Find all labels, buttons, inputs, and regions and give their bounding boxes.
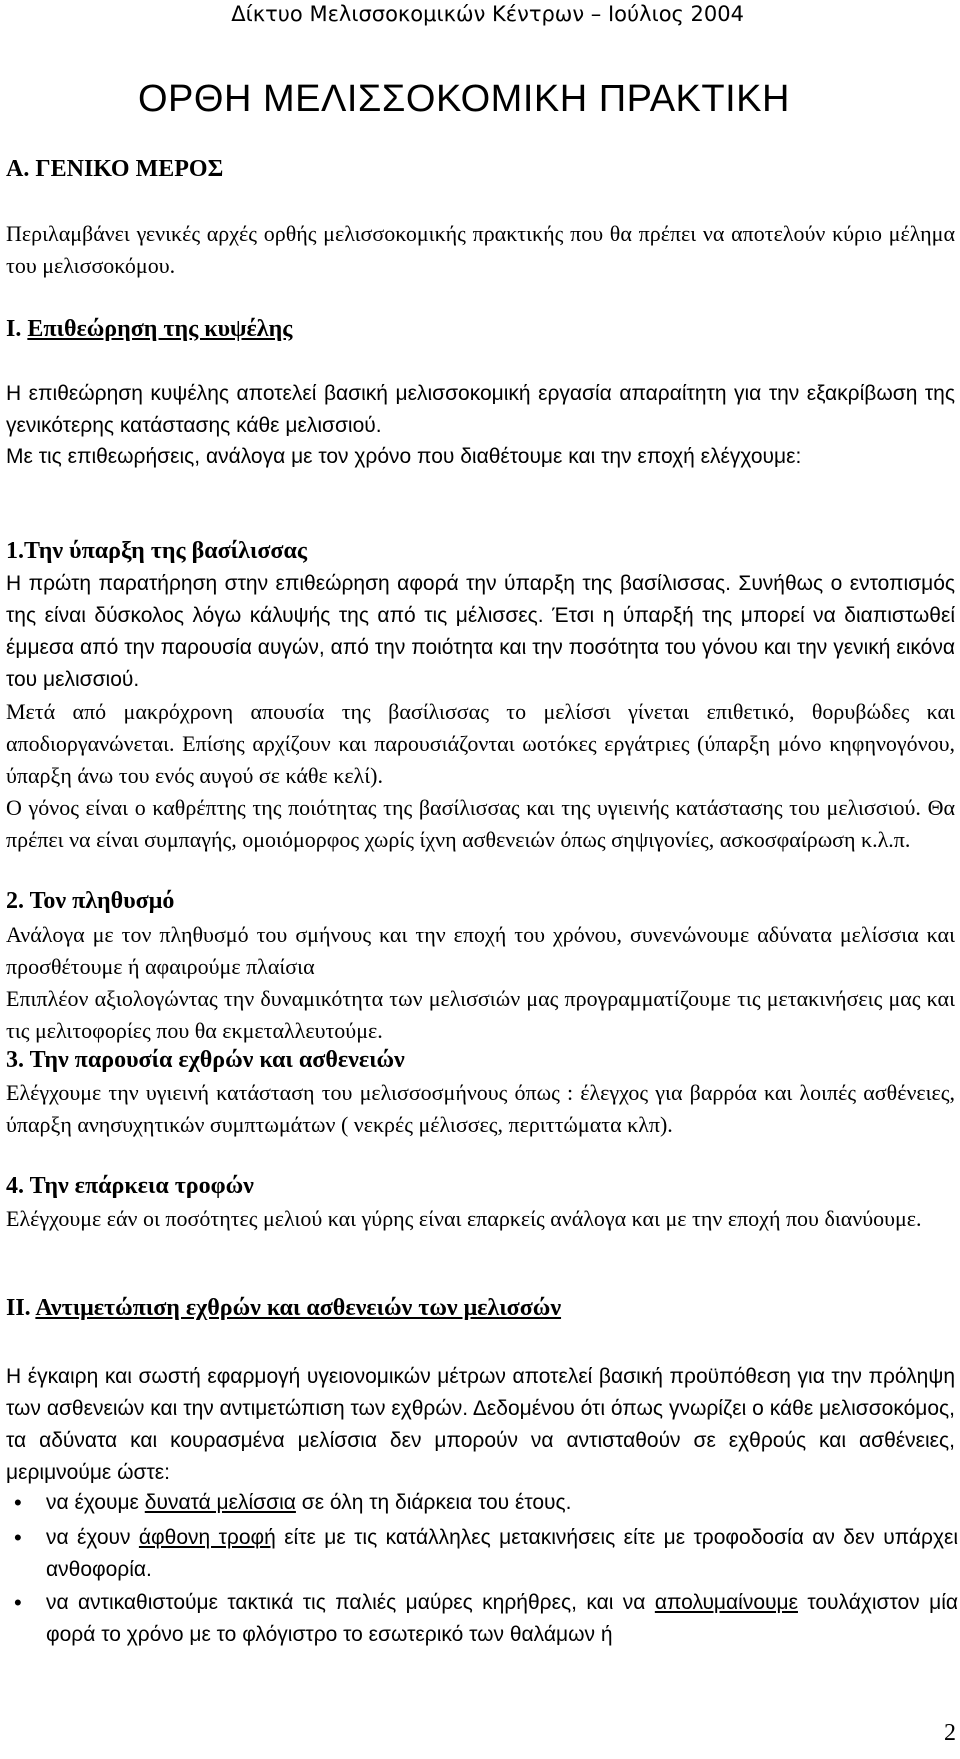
item-4-text: Ελέγχουμε εάν οι ποσότητες μελιού και γύρης είναι επαρκείς ανάλογα και με την εποχή που διανύουμε.: [6, 1206, 922, 1231]
item-4-heading: 4. Την επάρκεια τροφών: [6, 1173, 254, 1199]
section-1-paragraph-2: Με τις επιθεωρήσεις, ανάλογα με τον χρόνο που διαθέτουμε και την εποχή ελέγχουμε:: [6, 445, 802, 468]
bullet-icon: •: [14, 1490, 22, 1515]
bullet-emphasis: απολυμαίνουμε: [654, 1591, 798, 1614]
bullet-text-part: να αντικαθιστούμε τακτικά τις παλιές μαύρες κηρήθρες, και να: [46, 1591, 655, 1614]
bullet-text-part: είτε με τις κατάλληλες μετακινήσεις είτε με τροφοδοσία αν δεν υπάρχει ανθοφορία.: [46, 1526, 959, 1581]
item-2-text: Ανάλογα με τον πληθυσμό του σμήνους και την εποχή του χρόνου, συνενώνουμε αδύνατα μελίσσια και προσθέτουμε ή αφαιρούμε πλαίσια: [6, 922, 955, 979]
section-1-title: Επιθεώρηση της κυψέλης: [27, 316, 293, 342]
section-2-paragraph-1: Η έγκαιρη και σωστή εφαρμογή υγειονομικών μέτρων αποτελεί βασική προϋπόθεση για την πρόληψη των ασθενειών και την αντιμετώπιση των εχθρών. Δεδομένου ότι όπως γνωρίζει ο κάθε μελισσοκόμος, τα αδύνατα και κουρασμένα μελίσσια δεν μπορούν να αντισταθούν σε εχθρούς και ασθένειες, μεριμνούμε ώστε:: [6, 1365, 955, 1484]
bullet-icon: •: [14, 1525, 22, 1550]
item-1-text: Η πρώτη παρατήρηση στην επιθεώρηση αφορά την ύπαρξη της βασίλισσας. Συνήθως ο εντοπισμός της είναι δύσκολος λόγω κάλυψής της από τις μέλισσες. Έτσι η ύπαρξή της μπορεί να διαπιστωθεί έμμεσα από την παρουσία αυγών, από την ποιότητα και την ποσότητα του γόνου και την γενική εικόνα του μελισσιού.: [6, 572, 955, 691]
item-2-text-2: Επιπλέον αξιολογώντας την δυναμικότητα των μελισσιών μας προγραμματίζουμε τις μετακινήσεις μας και τις μελιτοφορίες που θα εκμεταλλευτούμε.: [6, 986, 955, 1043]
bullet-text-part: τουλάχιστον μία φορά το χρόνο με το φλόγιστρο το εσωτερικό των θαλάμων ή: [46, 1591, 958, 1646]
section-2-title: Αντιμετώπιση εχθρών και ασθενειών των μελισσών: [35, 1295, 562, 1321]
section-2-heading: [6, 1295, 561, 1322]
item-1-text-3: Ο γόνος είναι ο καθρέπτης της ποιότητας της βασίλισσας και της υγιεινής κατάστασης του μελισσιού. Θα πρέπει να είναι συμπαγής, ομοιόμορφος χωρίς ίχνη ασθενειών όπως σηψιγονίες, ασκοσφαίρωση κ.λ.π.: [6, 795, 955, 852]
item-2-heading: 2. Τον πληθυσμό: [6, 888, 175, 914]
section-1-heading: [6, 316, 292, 343]
item-1-heading: 1.Την ύπαρξη της βασίλισσας: [6, 538, 307, 564]
item-3-heading: 3. Την παρουσία εχθρών και ασθενειών: [6, 1047, 405, 1073]
bullet-text: [46, 1587, 958, 1651]
section-a-intro: Περιλαμβάνει γενικές αρχές ορθής μελισσοκομικής πρακτικής που θα πρέπει να αποτελούν κύριο μέλημα του μελισσοκόμου.: [6, 221, 955, 278]
bullet-emphasis: άφθονη τροφή: [138, 1526, 276, 1549]
bullet-icon: •: [14, 1590, 22, 1615]
running-header: Δίκτυο Μελισσοκομικών Κέντρων – Ιούλιος 2004: [231, 2, 744, 26]
document-title: ΟΡΘΗ ΜΕΛΙΣΣΟΚΟΜΙΚΗ ΠΡΑΚΤΙΚΗ: [138, 78, 790, 120]
bullet-text-part: να έχουμε: [46, 1491, 145, 1514]
bullet-text: [46, 1522, 958, 1586]
bullet-text-part: σε όλη τη διάρκεια του έτους.: [295, 1491, 572, 1514]
bullet-text-part: να έχουν: [46, 1526, 139, 1549]
section-2-number: ΙΙ.: [6, 1295, 31, 1321]
bullet-text: [46, 1487, 958, 1519]
page-number: 2: [944, 1720, 956, 1746]
section-1-number: Ι.: [6, 316, 22, 342]
section-1-paragraph-1: Η επιθεώρηση κυψέλης αποτελεί βασική μελισσοκομική εργασία απαραίτητη για την εξακρίβωση της γενικότερης κατάστασης κάθε μελισσιού.: [6, 382, 955, 437]
item-1-text-2: Μετά από μακρόχρονη απουσία της βασίλισσας το μελίσσι γίνεται επιθετικό, θορυβώδες και αποδιοργανώνεται. Επίσης αρχίζουν και παρουσιάζονται ωοτόκες εργάτριες (ύπαρξη μόνο κηφηνογόνου, ύπαρξη άνω του ενός αυγού σε κάθε κελί).: [6, 699, 955, 788]
section-a-heading: Α. ΓΕΝΙΚΟ ΜΕΡΟΣ: [6, 156, 224, 182]
item-3-text: Ελέγχουμε την υγιεινή κατάσταση του μελισσοσμήνους όπως : έλεγχος για βαρρόα και λοιπές ασθένειες, ύπαρξη ανησυχητικών συμπτωμάτων ( νεκρές μέλισσες, περιττώματα κλπ).: [6, 1080, 955, 1137]
bullet-emphasis: δυνατά μελίσσια: [144, 1491, 296, 1514]
